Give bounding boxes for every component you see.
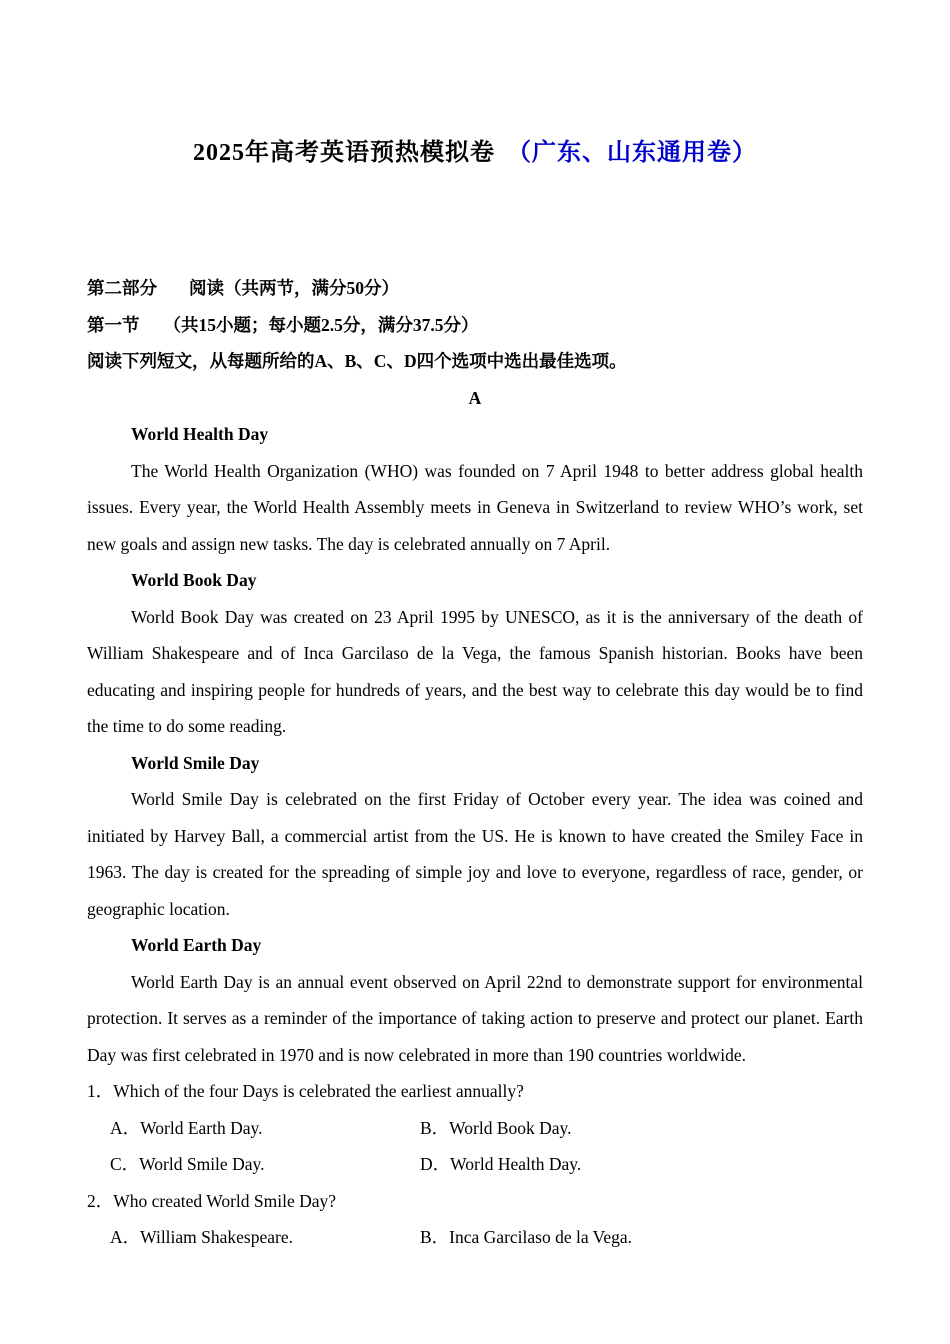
question-2-option-a: A．William Shakespeare. bbox=[110, 1227, 293, 1247]
page-title-suffix: （广东、山东通用卷） bbox=[507, 140, 757, 166]
passage-text-world-smile-day: World Smile Day is celebrated on the first Friday of October every year. The idea was coined and initiated by Harvey Ball, a commercial artist from the US. He is known to have created the Smiley Face in 1963. The day is created for the spreading of simple joy and love to everyone, regardless of race, gender, or geographic location. bbox=[87, 789, 863, 919]
passage-heading-world-health-day: World Health Day bbox=[131, 424, 269, 444]
document-body bbox=[87, 270, 863, 1256]
passage-section-letter: A bbox=[468, 387, 482, 408]
question-1-option-d: D．World Health Day. bbox=[420, 1154, 582, 1174]
page-title bbox=[87, 136, 863, 170]
part-two-header bbox=[87, 270, 863, 307]
part-two-text: 阅读（共两节，满分50分） bbox=[189, 278, 399, 298]
question-1-option-a: A．World Earth Day. bbox=[110, 1117, 263, 1138]
passage-text-world-earth-day: World Earth Day is an annual event observed on April 22nd to demonstrate support for environmental protection. It serves as a reminder of the importance of taking action to preserve and protect our planet. Earth Day was first celebrated in 1970 and is now celebrated in more than 190 countries worldwide. bbox=[87, 971, 863, 1065]
page-title-main: 2025年高考英语预热模拟卷 bbox=[193, 140, 495, 166]
passage-text-world-health-day: The World Health Organization (WHO) was founded on 7 April 1948 to better address global health issues. Every year, the World Health Assembly meets in Geneva in Switzerland to review WHO’s work, set new goals and assign new tasks. The day is celebrated annually on 7 April. bbox=[87, 460, 863, 554]
section-one-label: 第一节 bbox=[87, 314, 140, 335]
passage-heading-world-earth-day: World Earth Day bbox=[131, 935, 262, 955]
question-2-option-b: B．Inca Garcilaso de la Vega. bbox=[420, 1227, 633, 1247]
question-1-option-b: B．World Book Day. bbox=[420, 1117, 572, 1138]
question-2-prompt: 2．Who created World Smile Day? bbox=[87, 1190, 337, 1211]
section-one-text: （共15小题；每小题2.5分，满分37.5分） bbox=[163, 314, 479, 335]
section-one-header bbox=[87, 307, 863, 344]
passage-text-world-book-day: World Book Day was created on 23 April 1995 by UNESCO, as it is the anniversary of the death of William Shakespeare and of Inca Garcilaso de la Vega, the famous Spanish historian. Books have been educating and inspiring people for hundreds of years, and the best way to celebrate this day would be to find the time to do some reading. bbox=[87, 606, 863, 736]
question-1-options-row-1 bbox=[87, 1110, 863, 1147]
part-two-label: 第二部分 bbox=[87, 278, 157, 298]
reading-instruction: 阅读下列短文，从每题所给的A、B、C、D四个选项中选出最佳选项。 bbox=[87, 351, 627, 371]
question-1-option-c: C．World Smile Day. bbox=[110, 1154, 265, 1174]
passage-heading-world-smile-day: World Smile Day bbox=[131, 752, 260, 773]
question-1-options-row-2 bbox=[87, 1146, 863, 1183]
question-2-options-row-1 bbox=[87, 1219, 863, 1256]
question-1-prompt: 1．Which of the four Days is celebrated the earliest annually? bbox=[87, 1081, 524, 1101]
passage-heading-world-book-day: World Book Day bbox=[131, 570, 257, 590]
